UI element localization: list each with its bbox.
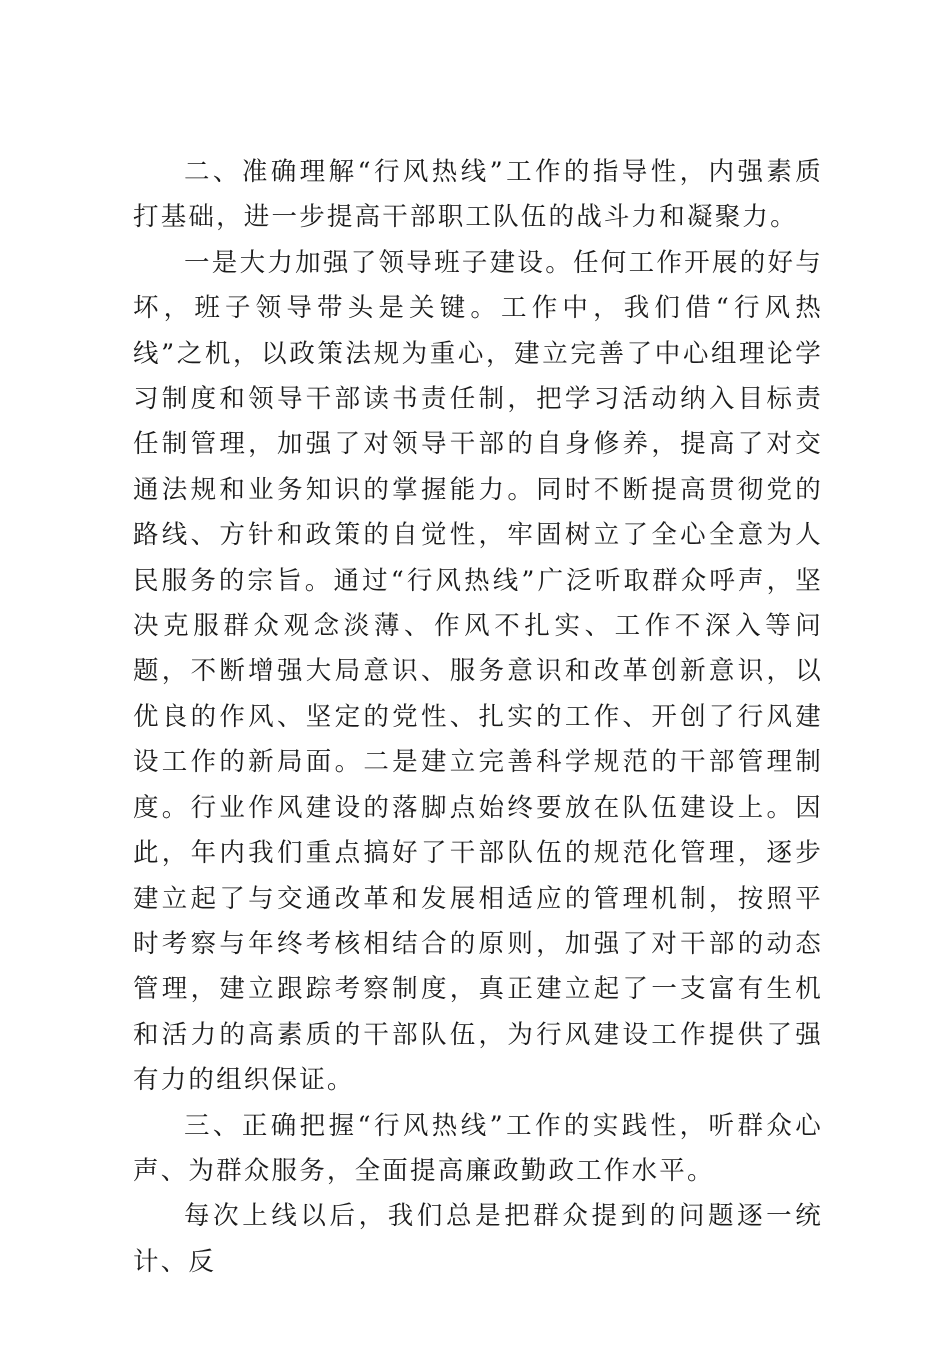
body-paragraph: 一是大力加强了领导班子建设。任何工作开展的好与坏，班子领导带头是关键。工作中，我们借“行风热线”之机，以政策法规为重心，建立完善了中心组理论学习制度和领导干部读书责任制，把学习活动纳入目标责任制管理，加强了对领导干部的自身修养，提高了对交通法规和业务知识的掌握能力。同时不断提高贯彻党的路线、方针和政策的自觉性，牢固树立了全心全意为人民服务的宗旨。通过“行风热线”广泛听取群众呼声，坚决克服群众观念淡薄、作风不扎实、工作不深入等问题，不断增强大局意识、服务意识和改革创新意识，以优良的作风、坚定的党性、扎实的工作、开创了行风建设工作的新局面。二是建立完善科学规范的干部管理制度。行业作风建设的落脚点始终要放在队伍建设上。因此，年内我们重点搞好了干部队伍的规范化管理，逐步建立起了与交通改革和发展相适应的管理机制，按照平时考察与年终考核相结合的原则，加强了对干部的动态管理，建立跟踪考察制度，真正建立起了一支富有生机和活力的高素质的干部队伍，为行风建设工作提供了强有力的组织保证。: [133, 247, 823, 1096]
body-paragraph-continued: 每次上线以后，我们总是把群众提到的问题逐一统计、反: [133, 1201, 823, 1277]
document-body: [133, 150, 823, 1285]
section-heading-two: 二、准确理解“行风热线”工作的指导性，内强素质打基础，进一步提高干部职工队伍的战斗力和凝聚力。: [133, 157, 823, 233]
section-heading-three: 三、正确把握“行风热线”工作的实践性，听群众心声、为群众服务，全面提高廉政勤政工作水平。: [133, 1110, 823, 1186]
